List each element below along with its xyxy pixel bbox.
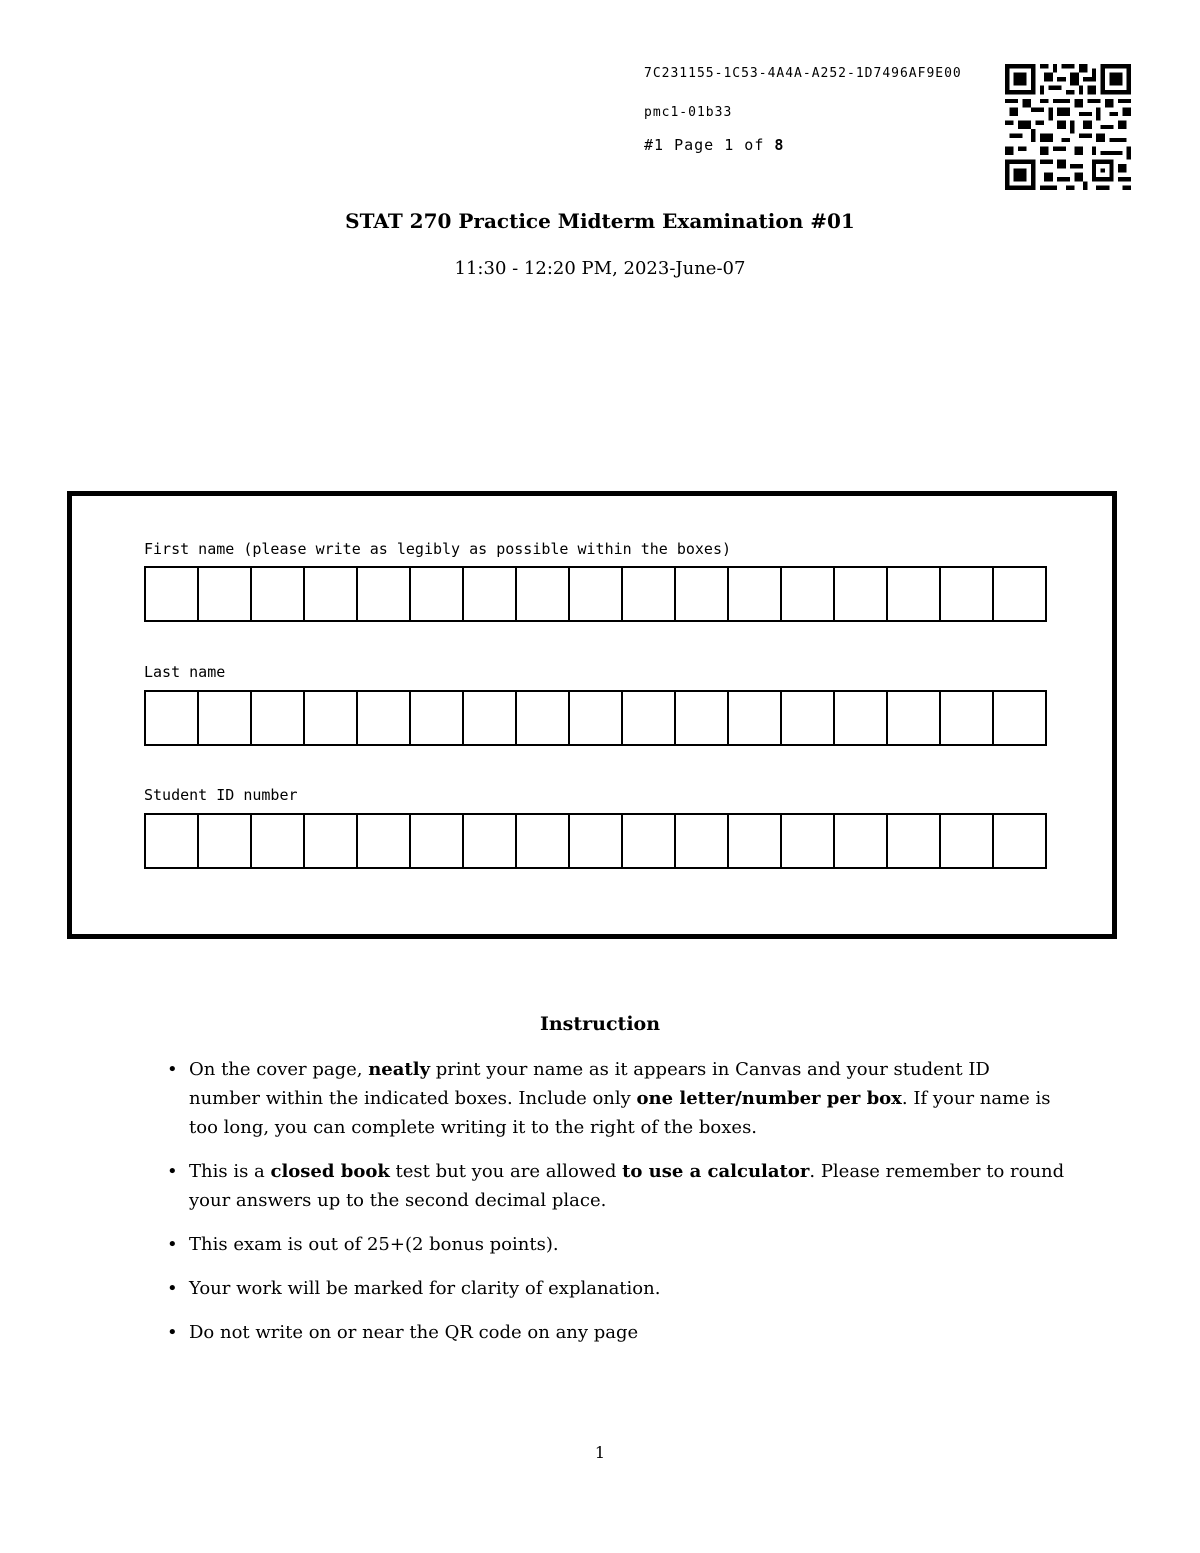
letter-box[interactable]: [835, 815, 888, 867]
letter-box[interactable]: [146, 815, 199, 867]
letter-box[interactable]: [623, 568, 676, 620]
letter-box[interactable]: [358, 692, 411, 744]
instruction-item: [165, 1318, 1065, 1347]
letter-box[interactable]: [464, 815, 517, 867]
letter-box[interactable]: [676, 568, 729, 620]
letter-box[interactable]: [623, 692, 676, 744]
letter-box[interactable]: [623, 815, 676, 867]
instruction-text: Do not write on or near the QR code on any page: [189, 1322, 639, 1343]
exam-uuid: 7C231155-1C53-4A4A-A252-1D7496AF9E00: [644, 66, 962, 81]
letter-box[interactable]: [517, 815, 570, 867]
letter-box[interactable]: [835, 568, 888, 620]
letter-box[interactable]: [570, 568, 623, 620]
letter-box[interactable]: [252, 692, 305, 744]
letter-box[interactable]: [358, 815, 411, 867]
letter-box[interactable]: [305, 692, 358, 744]
instruction-emphasis: to use a calculator: [622, 1161, 810, 1182]
instruction-text: On the cover page,: [189, 1059, 369, 1080]
instruction-emphasis: closed book: [270, 1161, 390, 1182]
letter-box[interactable]: [146, 692, 199, 744]
instruction-text: Your work will be marked for clarity of explanation.: [189, 1278, 661, 1299]
page-number: 1: [594, 1443, 606, 1462]
student-id-frame: [67, 491, 1117, 939]
instruction-text: This exam is out of 25+(2 bonus points).: [189, 1234, 559, 1255]
bullet-icon: •: [167, 1059, 178, 1080]
letter-box[interactable]: [835, 692, 888, 744]
page-total: 8: [774, 136, 785, 154]
letter-box[interactable]: [199, 692, 252, 744]
letter-box[interactable]: [464, 568, 517, 620]
instruction-emphasis: one letter/number per box: [636, 1088, 902, 1109]
instruction-text: . If your name is too long, you can complete writing it to the right of the boxes.: [189, 1088, 1051, 1138]
letter-box[interactable]: [729, 692, 782, 744]
bullet-icon: •: [167, 1278, 178, 1299]
student-id-boxes[interactable]: [144, 813, 1047, 869]
instruction-item: [165, 1274, 1065, 1303]
instruction-text: print your name as it appears in Canvas and your student ID number within the indicated boxes. Include only: [189, 1059, 990, 1109]
instruction-text: This is a: [189, 1161, 271, 1182]
letter-box[interactable]: [888, 692, 941, 744]
letter-box[interactable]: [941, 568, 994, 620]
exam-title: STAT 270 Practice Midterm Examination #01: [345, 209, 855, 233]
letter-box[interactable]: [146, 568, 199, 620]
letter-box[interactable]: [729, 568, 782, 620]
letter-box[interactable]: [199, 815, 252, 867]
last-name-boxes[interactable]: [144, 690, 1047, 746]
letter-box[interactable]: [782, 568, 835, 620]
letter-box[interactable]: [941, 692, 994, 744]
instructions-title: Instruction: [539, 1013, 661, 1035]
letter-box[interactable]: [517, 692, 570, 744]
letter-box[interactable]: [411, 815, 464, 867]
letter-box[interactable]: [570, 692, 623, 744]
instruction-item: [165, 1230, 1065, 1259]
bullet-icon: •: [167, 1322, 178, 1343]
letter-box[interactable]: [411, 568, 464, 620]
instruction-text: test but you are allowed: [389, 1161, 623, 1182]
exam-code: pmc1-01b33: [644, 105, 733, 120]
letter-box[interactable]: [252, 568, 305, 620]
first-name-label: First name (please write as legibly as possible within the boxes): [144, 540, 731, 558]
letter-box[interactable]: [888, 815, 941, 867]
letter-box[interactable]: [941, 815, 994, 867]
letter-box[interactable]: [994, 692, 1047, 744]
bullet-icon: •: [167, 1161, 178, 1182]
student-id-label: Student ID number: [144, 786, 298, 804]
letter-box[interactable]: [994, 568, 1047, 620]
instruction-emphasis: neatly: [368, 1059, 431, 1080]
letter-box[interactable]: [305, 568, 358, 620]
letter-box[interactable]: [358, 568, 411, 620]
letter-box[interactable]: [305, 815, 358, 867]
exam-time: 11:30 - 12:20 PM, 2023-June-07: [454, 258, 746, 279]
letter-box[interactable]: [888, 568, 941, 620]
instructions-list: [165, 1055, 1065, 1362]
bullet-icon: •: [167, 1234, 178, 1255]
page-indicator-prefix: #1 Page 1 of: [644, 136, 775, 154]
letter-box[interactable]: [570, 815, 623, 867]
letter-box[interactable]: [199, 568, 252, 620]
instruction-text: . Please remember to round your answers up to the second decimal place.: [189, 1161, 1065, 1211]
letter-box[interactable]: [676, 692, 729, 744]
qr-code-icon: [1005, 64, 1131, 190]
letter-box[interactable]: [782, 815, 835, 867]
letter-box[interactable]: [411, 692, 464, 744]
letter-box[interactable]: [994, 815, 1047, 867]
letter-box[interactable]: [464, 692, 517, 744]
first-name-boxes[interactable]: [144, 566, 1047, 622]
letter-box[interactable]: [252, 815, 305, 867]
letter-box[interactable]: [729, 815, 782, 867]
last-name-label: Last name: [144, 663, 226, 681]
instruction-item: [165, 1055, 1065, 1142]
page-indicator: [644, 136, 784, 154]
letter-box[interactable]: [517, 568, 570, 620]
letter-box[interactable]: [782, 692, 835, 744]
letter-box[interactable]: [676, 815, 729, 867]
instruction-item: [165, 1157, 1065, 1215]
